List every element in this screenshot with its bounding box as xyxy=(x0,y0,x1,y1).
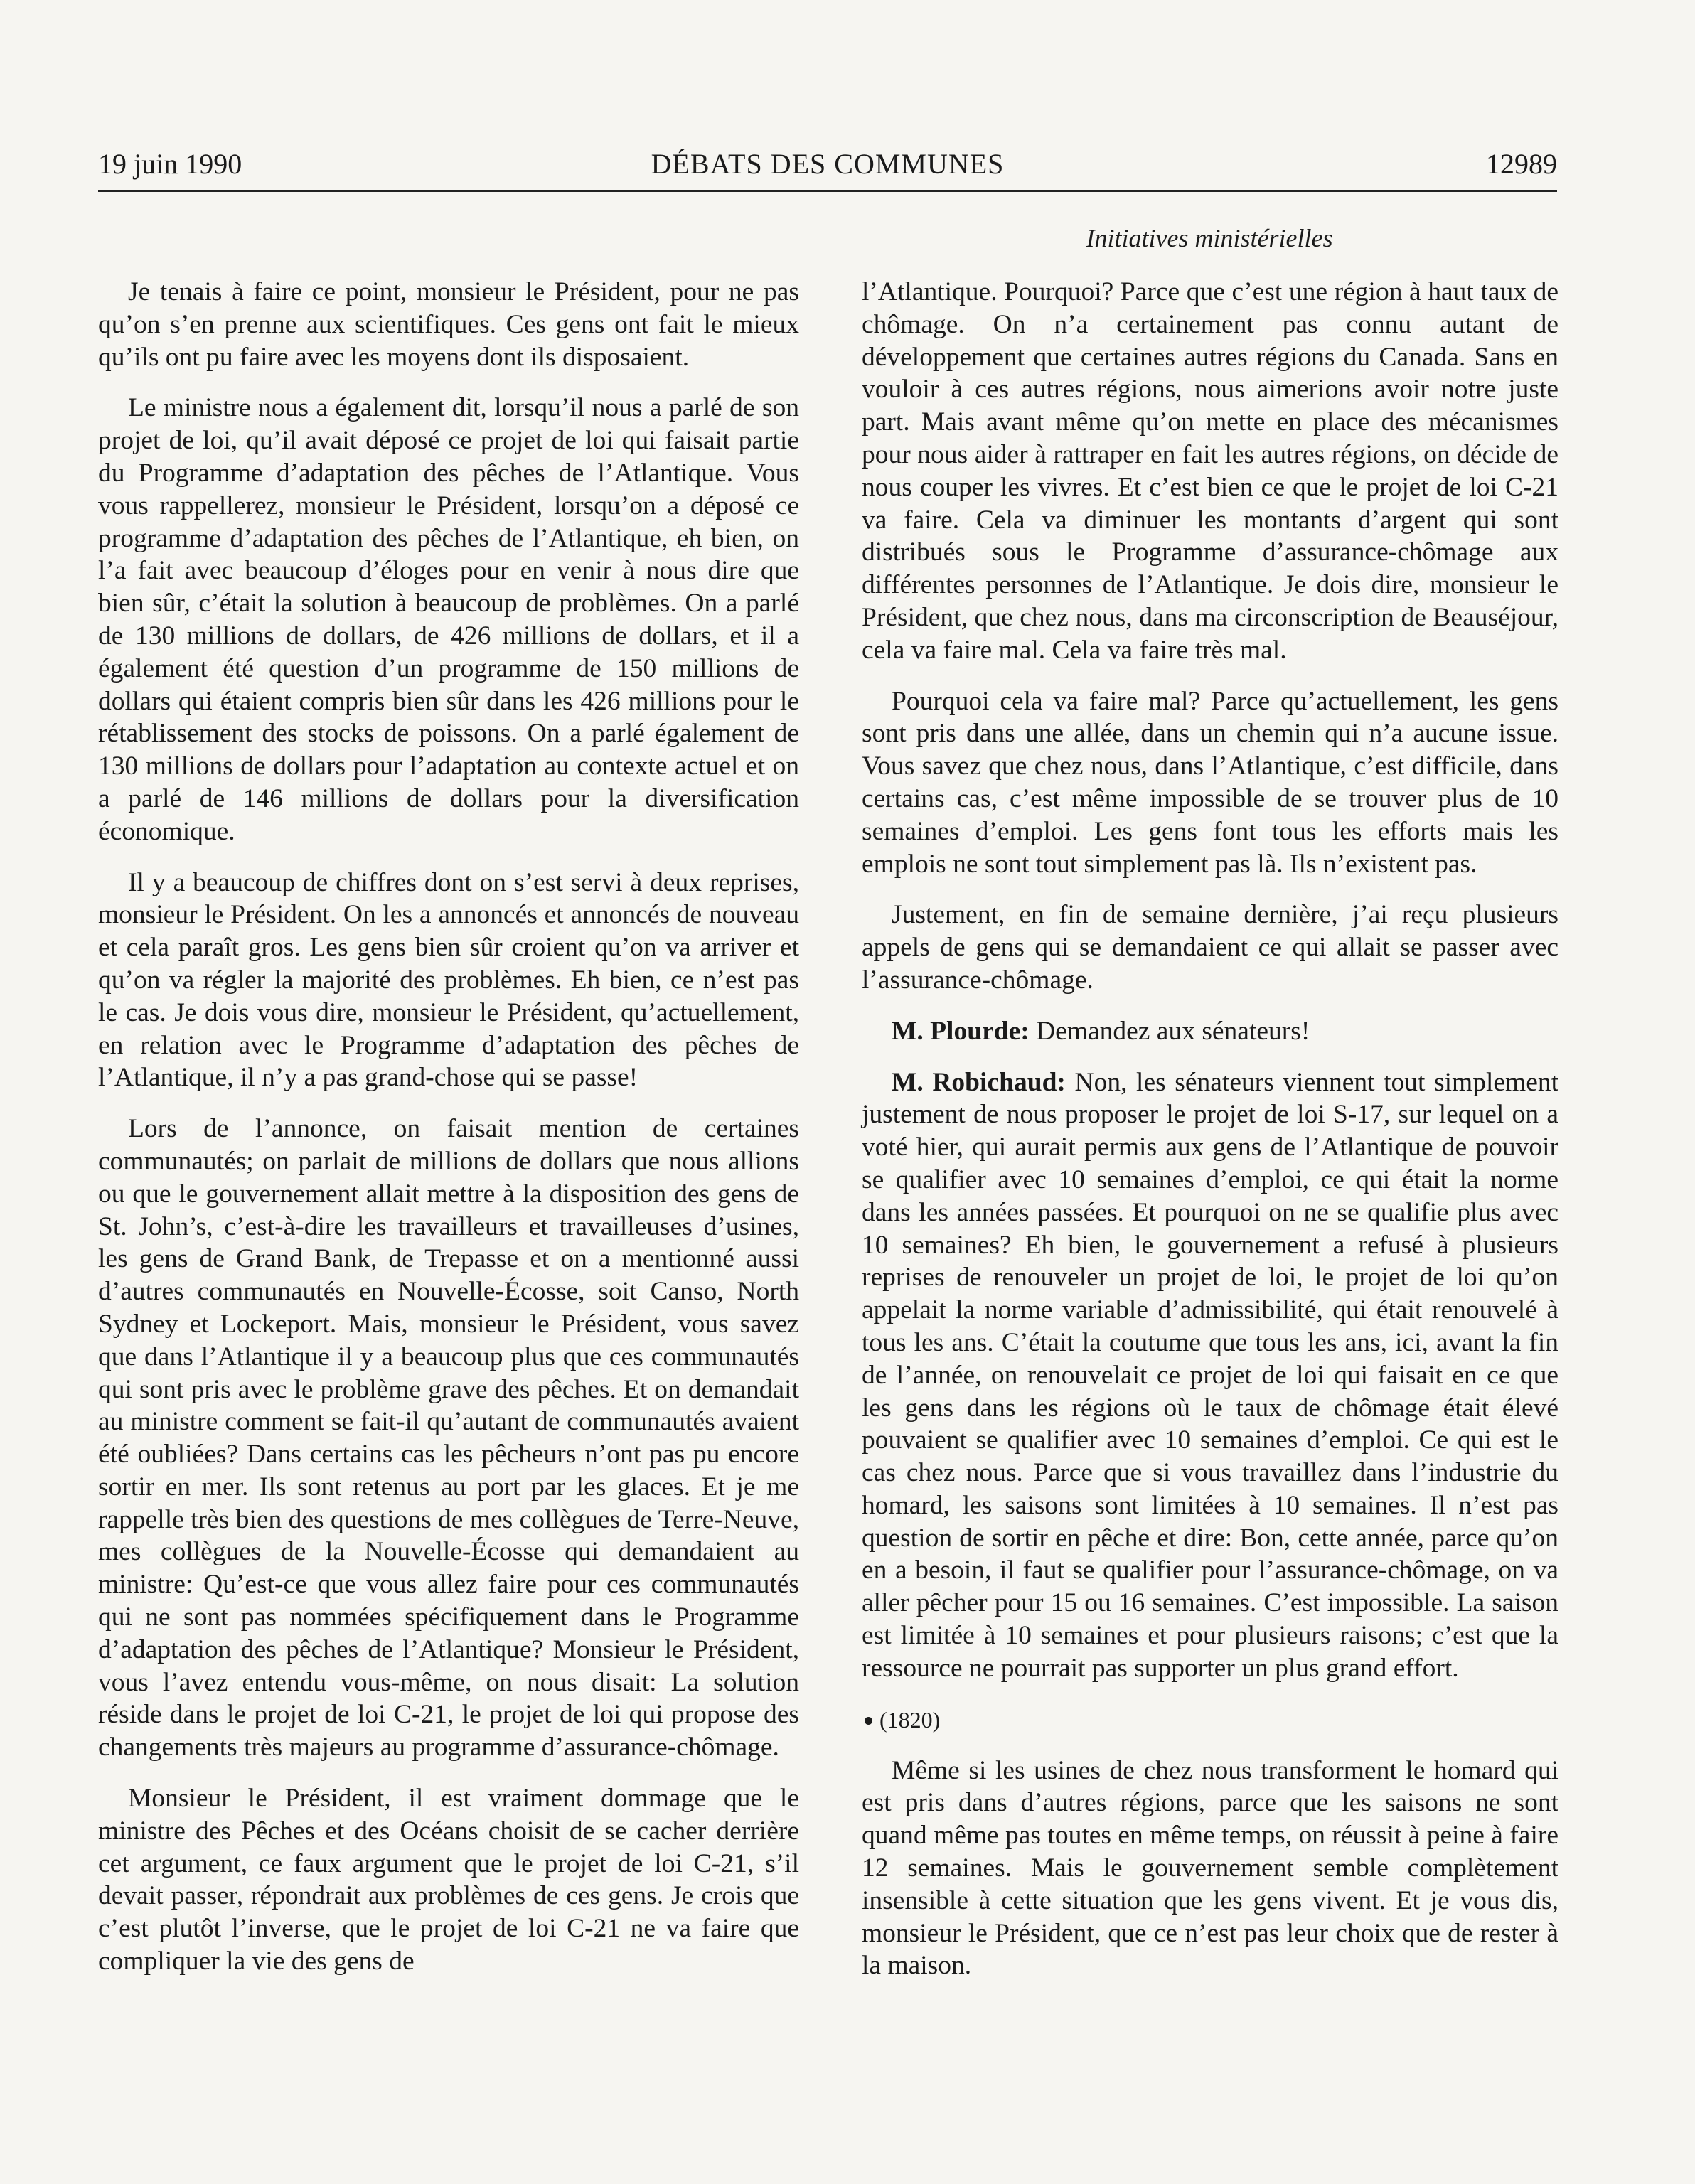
paragraph: Justement, en fin de semaine dernière, j’ai reçu plusieurs appels de gens qui se demandaient ce qui allait se passer avec l’assurance-chômage. xyxy=(862,900,1558,995)
paragraph: Le ministre nous a également dit, lorsqu’il nous a parlé de son projet de loi, qu’il avait déposé ce projet de loi qui faisait partie du Programme d’adaptation des pêches de l’Atlantique. Vous vous rappellerez, monsieur le Président, lorsqu’on a déposé ce programme d’adaptation des pêches de l’Atlantique, eh bien, on l’a fait avec beaucoup d’éloges pour en venir à nous dire que bien sûr, c’était la solution à beaucoup de problèmes. On a parlé de 130 millions de dollars, de 426 millions de dollars, et il a également été question d’un programme de 150 millions de dollars qui étaient compris bien sûr dans les 426 millions pour le rétablissement des stocks de poissons. On a parlé également de 130 millions de dollars pour l’adaptation au contexte actuel et on a parlé de 146 millions de dollars pour la diversification économique. xyxy=(98,393,799,846)
time-marker-text: (1820) xyxy=(879,1706,941,1733)
speaker-paragraph xyxy=(862,1015,1558,1048)
speaker-paragraph xyxy=(862,1066,1558,1685)
time-marker xyxy=(862,1703,1558,1736)
paragraph: Même si les usines de chez nous transforment le homard qui est pris dans d’autres régions, parce que les saisons ne sont quand même pas toutes en même temps, on réussit à peine à faire 12 semaines. Mais le gouvernement semble complètement insensible à cette situation que les gens vivent. Et je vous dis, monsieur le Président, que ce n’est pas leur choix que de rester à la maison. xyxy=(862,1755,1558,1981)
section-label: Initiatives ministérielles xyxy=(1086,224,1333,252)
page-header xyxy=(98,146,1557,192)
paragraph: Pourquoi cela va faire mal? Parce qu’actuellement, les gens sont pris dans une allée, dans un chemin qui n’a aucune issue. Vous savez que chez nous, dans l’Atlantique, c’est difficile, dans certains cas, c’est même impossible de se trouver plus de 10 semaines d’emploi. Les gens font tous les efforts mais les emplois ne sont tout simplement pas là. Ils n’existent pas. xyxy=(862,686,1558,879)
speech-text: Non, les sénateurs viennent tout simplement justement de nous proposer le projet de loi S-17, sur lequel on a voté hier, qui aurait permis aux gens de l’Atlantique de pouvoir se qualifier avec 10 semaines d’emploi, ce qui était la norme dans les années passées. Et pourquoi on ne se qualifie plus avec 10 semaines? Eh bien, le gouvernement a refusé à plusieurs reprises de renouveler un projet de loi, le projet de loi qu’on appelait la norme variable d’admissibilité, qui était renouvelé à tous les ans. C’était la coutume que tous les ans, ici, avant la fin de l’année, on renouvelait ce projet de loi qui faisait en ce que les gens dans les régions où le taux de chômage était élevé pouvaient se qualifier avec 10 semaines d’emploi. Ce qui est le cas chez nous. Parce que si vous travaillez dans l’industrie du homard, les saisons sont limitées à 10 semaines. Il n’est pas question de sortir en pêche et dire: Bon, cette année, parce qu’on en a besoin, il faut se qualifier pour l’assurance-chômage, on va aller pêcher pour 15 ou 16 semaines. C’est impossible. La saison est limitée à 10 semaines et pour plusieurs raisons; c’est que la ressource ne pourrait pas supporter un plus grand effort. xyxy=(862,1067,1559,1683)
paragraph: Il y a beaucoup de chiffres dont on s’est servi à deux reprises, monsieur le Président. On les a annoncés et annoncés de nouveau et cela paraît gros. Les gens bien sûr croient qu’on va arriver et qu’on va régler la majorité des problèmes. Eh bien, ce n’est pas le cas. Je dois vous dire, monsieur le Président, qu’actuellement, en relation avec le Programme d’adaptation des pêches de l’Atlantique, il n’y a pas grand-chose qui se passe! xyxy=(98,867,799,1093)
paragraph: Lors de l’annonce, on faisait mention de certaines communautés; on parlait de millions de dollars que nous allions ou que le gouvernement allait mettre à la disposition des gens de St. John’s, c’est-à-dire les travailleurs et travailleuses d’usines, les gens de Grand Bank, de Trepasse et on a mentionné aussi d’autres communautés en Nouvelle-Écosse, soit Canso, North Sydney et Lockeport. Mais, monsieur le Président, vous savez que dans l’Atlantique il y a beaucoup plus que ces communautés qui sont pris avec le problème grave des pêches. Et on demandait au ministre comment se fait-il qu’autant de communautés avaient été oubliées? Dans certains cas les pêcheurs n’ont pas pu encore sortir en mer. Ils sont retenus au port par les glaces. Et je me rappelle très bien des questions de mes collègues de Terre-Neuve, mes collègues de la Nouvelle-Écosse qui demandaient au ministre: Qu’est-ce que vous allez faire pour ces communautés qui ne sont pas nommées spécifiquement dans le Programme d’adaptation des pêches de l’Atlantique? Monsieur le Président, vous l’avez entendu vous-même, on nous disait: La solution réside dans le projet de loi C-21, le projet de loi qui propose des changements très majeurs au programme d’assurance-chômage. xyxy=(98,1114,799,1762)
right-column xyxy=(862,276,1558,2001)
header-title: DÉBATS DES COMMUNES xyxy=(651,148,1005,180)
bullet-icon xyxy=(865,1717,872,1725)
paragraph: Monsieur le Président, il est vraiment dommage que le ministre des Pêches et des Océans choisit de se cacher derrière cet argument, ce faux argument que le projet de loi C-21, s’il devait passer, répondrait aux problèmes de ces gens. Je crois que c’est plutôt l’inverse, que le projet de loi C-21 ne va faire que compliquer la vie des gens de xyxy=(98,1784,799,1976)
paragraph: Je tenais à faire ce point, monsieur le Président, pour ne pas qu’on s’en prenne aux scientifiques. Ces gens ont fait le mieux qu’ils ont pu faire avec les moyens dont ils disposaient. xyxy=(98,277,799,372)
header-date: 19 juin 1990 xyxy=(98,148,242,180)
left-column xyxy=(98,276,799,1996)
paragraph: l’Atlantique. Pourquoi? Parce que c’est une région à haut taux de chômage. On n’a certainement pas connu autant de développement que certaines autres régions du Canada. Sans en vouloir à ces autres régions, nous aimerions avoir notre juste part. Mais avant même qu’on mette en place des mécanismes pour nous aider à rattraper en fait les autres régions, on décide de nous couper les vivres. Et c’est bien ce que le projet de loi C-21 va faire. Cela va diminuer les montants d’argent qui sont distribués sous le Programme d’assurance-chômage aux différentes personnes de l’Atlantique. Je dois dire, monsieur le Président, que chez nous, dans ma circonscription de Beauséjour, cela va faire mal. Cela va faire très mal. xyxy=(862,277,1558,665)
speech-text: Demandez aux sénateurs! xyxy=(1029,1016,1310,1046)
header-page-number: 12989 xyxy=(1486,148,1557,180)
speaker-name: M. Plourde: xyxy=(892,1016,1030,1046)
speaker-name: M. Robichaud: xyxy=(892,1067,1066,1097)
